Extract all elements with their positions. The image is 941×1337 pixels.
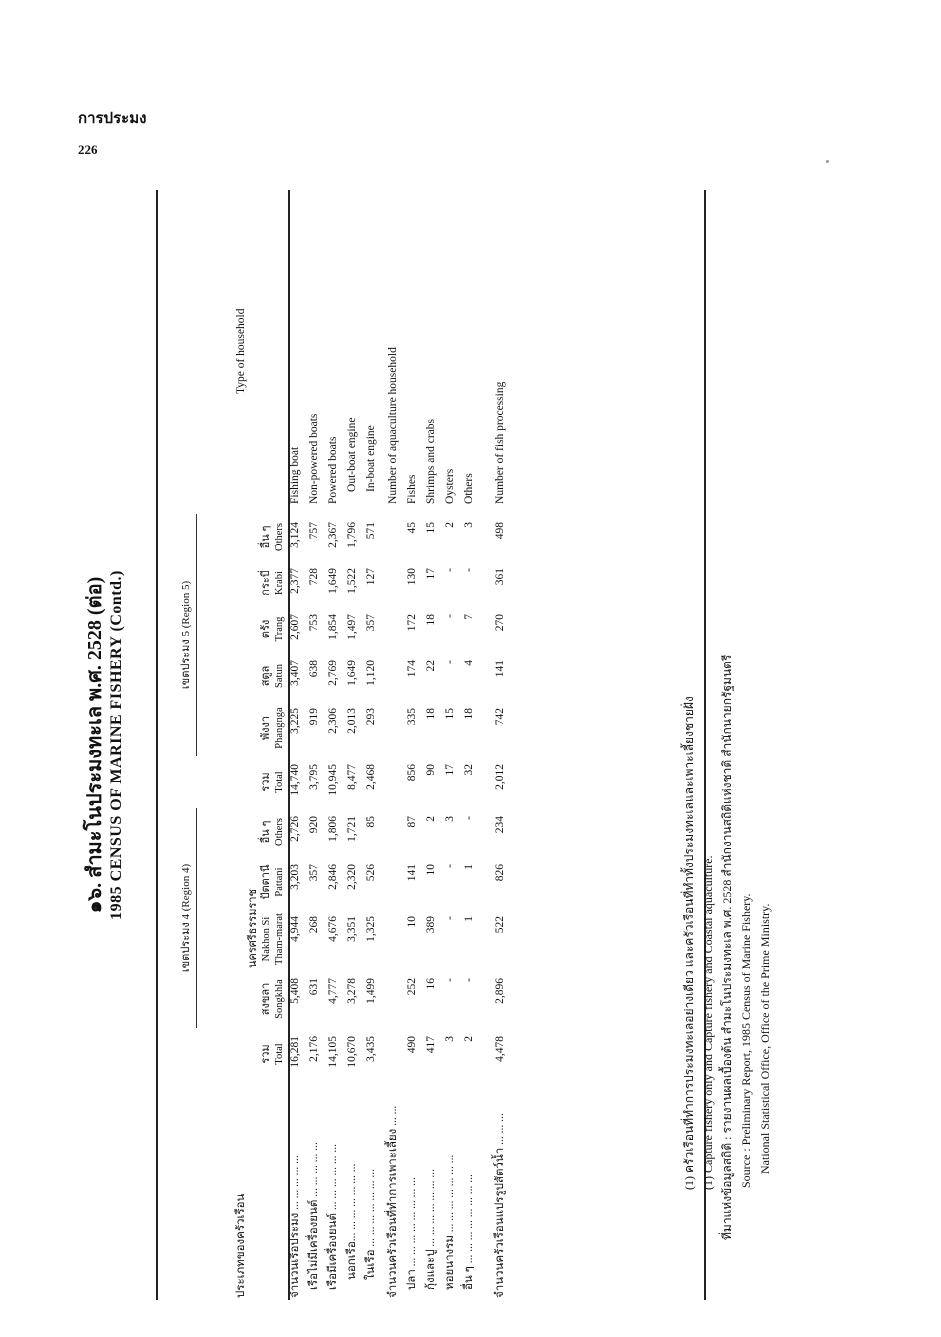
column-header-thai: นครศรีธรรมราช: [247, 888, 259, 968]
column-header-english: Others: [274, 818, 285, 846]
table-row: [381, 190, 403, 1300]
table-cell: 4: [463, 659, 475, 666]
column-header-english: Pattani: [274, 867, 285, 897]
table-cell: -: [444, 613, 456, 618]
table-cell: 130: [406, 567, 418, 586]
row-label-thai: อื่น ๆ ... ... ... ... ... ... ... ...: [463, 1174, 475, 1290]
column-header-thai: ตรัง: [260, 619, 272, 639]
column-header-english: Phangnga: [274, 707, 285, 749]
column-header: [196, 756, 286, 808]
table-cell: [381, 756, 403, 808]
table-cell: 2,769: [327, 659, 339, 686]
table-cell: 174: [406, 659, 418, 678]
table-cell: 757: [308, 521, 320, 540]
table-cell: 3,435: [365, 1036, 377, 1062]
table-cell: 141: [406, 864, 418, 882]
table-cell: [381, 856, 403, 908]
table-cell: -: [444, 864, 456, 868]
table-cell: 10: [425, 864, 437, 876]
table-cell: 1,120: [365, 659, 377, 686]
table-cell: 856: [406, 763, 418, 782]
table-cell: 270: [494, 613, 506, 632]
table-cell: 2,726: [289, 815, 301, 842]
table-cell: 3,225: [289, 707, 301, 734]
table-cell: 3,124: [289, 521, 301, 548]
column-header-thai: พังงา: [260, 715, 272, 741]
region5-header: เขตประมง 5 (Region 5): [156, 514, 196, 756]
source-thai: ที่มาแห่งข้อมูลสถิติ : รายงานผลเบื้องต้น สำมะโนประมงทะเล พ.ศ. 2528 สำนักงานสถิติแห่งชาติ สำนักนายกรัฐมนตรี: [720, 654, 734, 1240]
table-cell: 3,351: [346, 916, 358, 942]
table-row: [460, 190, 479, 1300]
table-row: [403, 190, 422, 1300]
table-title-thai: ๑๖. สำมะโนประมงทะเล พ.ศ. 2528 (ต่อ): [84, 576, 106, 914]
table-cell: -: [463, 815, 475, 820]
table-cell: 293: [365, 707, 377, 726]
table-cell: 571: [365, 521, 377, 540]
table-cell: 1,796: [346, 521, 358, 548]
table-cell: 2: [463, 1036, 475, 1042]
table-cell: [381, 700, 403, 756]
footnote-thai: (1) ครัวเรือนที่ทำการประมงทะเลอย่างเดียว และครัวเรือนที่ทำทั้งประมงทะเลและเพาะเลี้ยงชายฝั่ง: [682, 696, 696, 1190]
row-label-english: Non-powered boats: [308, 413, 320, 504]
table-cell: 3,795: [308, 763, 320, 790]
table-cell: 1,806: [327, 815, 339, 842]
column-header-thai: ปัตตานี: [260, 864, 272, 900]
row-label-thai: นอกเรือ... ... ... ... ... ... ...: [346, 1163, 358, 1280]
table-cell: 1: [463, 916, 475, 922]
row-label-english: Shrimps and crabs: [425, 419, 437, 504]
header-rule: [288, 190, 290, 1300]
header-type-th: ประเภทของครัวเรือน: [234, 1193, 247, 1298]
table-cell: 1,649: [327, 567, 339, 594]
table-cell: 1: [463, 864, 475, 870]
footnote-english: (1) Capture fishery only and Capture fishery and Coastal aquaculture.: [701, 855, 715, 1190]
row-label-english: Powered boats: [327, 436, 339, 504]
row-label-thai: ปลา ... ... ... ... ... ... ... ...: [406, 1177, 418, 1290]
table-cell: 2,012: [494, 763, 506, 790]
table-cell: 90: [425, 763, 437, 776]
table-cell: 2,176: [308, 1036, 320, 1062]
table-cell: 172: [406, 613, 418, 632]
row-label-english: Out-boat engine: [346, 417, 358, 492]
table-cell: 10,945: [327, 763, 339, 796]
table-cell: 17: [425, 567, 437, 580]
column-header-english: Satun: [274, 664, 285, 688]
table-cell: 728: [308, 567, 320, 586]
table-cell: 16,281: [289, 1036, 301, 1068]
page-number: 226: [78, 142, 98, 157]
table-cell: 16: [425, 978, 437, 990]
table-cell: 3: [463, 521, 475, 528]
column-header-english: Nakhon Si Tham-marat: [261, 913, 285, 965]
table-cell: 2,320: [346, 864, 358, 890]
table-cell: 127: [365, 567, 377, 586]
table-cell: 15: [425, 521, 437, 534]
column-header: [196, 856, 286, 908]
row-label-english: Fishing boat: [289, 446, 301, 504]
running-title: การประมง: [78, 111, 147, 127]
table-row: [441, 190, 460, 1300]
table-cell: 2,896: [494, 978, 506, 1004]
row-label-thai: จำนวนครัวเรือนแปรรูปสัตว์น้ำ ... ... ...: [494, 1113, 506, 1298]
table-cell: 1,497: [346, 613, 358, 640]
table-cell: 22: [425, 659, 437, 672]
speck-mark: [826, 160, 829, 163]
table-cell: 234: [494, 815, 506, 834]
table-cell: 2,367: [327, 521, 339, 548]
table-cell: 357: [308, 864, 320, 882]
column-header: [196, 808, 286, 856]
table-cell: [381, 908, 403, 970]
table-row: [422, 190, 441, 1300]
table-cell: 1,721: [346, 815, 358, 842]
table-cell: 638: [308, 659, 320, 678]
table-cell: 10: [406, 916, 418, 928]
table-cell: 361: [494, 567, 506, 586]
table-cell: 357: [365, 613, 377, 632]
table-cell: 15: [444, 707, 456, 720]
table-cell: 7: [463, 613, 475, 620]
table-cell: [381, 514, 403, 560]
table-cell: 2: [425, 815, 437, 822]
spacer: [156, 1028, 196, 1080]
table-cell: 498: [494, 521, 506, 540]
column-header-thai: สตูล: [260, 665, 272, 687]
table-cell: -: [444, 567, 456, 572]
table-cell: 389: [425, 916, 437, 934]
table-cell: 335: [406, 707, 418, 726]
row-label-english: Number of fish processing: [494, 381, 506, 504]
table-row: [324, 190, 343, 1300]
table-cell: 631: [308, 978, 320, 996]
row-label-english: Fishes: [406, 474, 418, 504]
table-cell: [381, 606, 403, 652]
table-cell: 2,468: [365, 763, 377, 790]
table-cell: [381, 560, 403, 606]
table-row: [362, 190, 381, 1300]
table-cell: 3: [444, 1036, 456, 1042]
row-label-thai: จำนวนครัวเรือนที่ทำการเพาะเลี้ยง ... ...: [387, 1105, 399, 1298]
table-cell: 8,477: [346, 763, 358, 790]
column-header: [196, 700, 286, 756]
table-cell: 417: [425, 1036, 437, 1054]
row-label-thai: หอยนางรม ... ... ... ... ... ... ...: [444, 1154, 456, 1290]
table-cell: 4,676: [327, 916, 339, 942]
column-header-thai: รวม: [260, 772, 272, 792]
column-header-english: Others: [274, 522, 285, 551]
table-cell: [381, 652, 403, 700]
column-header-english: Songkhla: [274, 979, 285, 1019]
table-cell: -: [463, 978, 475, 982]
region4-header: เขตประมง 4 (Region 4): [156, 808, 196, 1028]
table-cell: 3,203: [289, 864, 301, 890]
rotated-table-sheet: [70, 190, 870, 1300]
table-cell: -: [444, 916, 456, 920]
table-row: [305, 190, 324, 1300]
table-cell: 2,846: [327, 864, 339, 890]
row-label-english: In-boat engine: [365, 425, 377, 492]
column-header-thai: กระบี่: [260, 570, 272, 596]
row-label-thai: กุ้งและปู ... ... ... ... ... ... ...: [425, 1168, 437, 1290]
row-label-thai: เรือมีเครื่องยนต์ ... ... ... ... ... ...: [327, 1144, 339, 1290]
column-header-english: Krabi: [274, 571, 285, 595]
table-cell: 4,944: [289, 916, 301, 942]
table-cell: 45: [406, 521, 418, 534]
table-cell: 85: [365, 815, 377, 828]
table-cell: 14,105: [327, 1036, 339, 1068]
table-cell: 2,013: [346, 707, 358, 734]
row-label-thai: เรือไม่มีเครื่องยนต์ ... ... ... ... ...: [308, 1142, 320, 1290]
column-header-thai: อื่น ๆ: [260, 525, 272, 549]
column-header: [196, 606, 286, 652]
table-cell: [381, 970, 403, 1028]
table-cell: 522: [494, 916, 506, 934]
column-header-english: Total: [274, 1043, 285, 1065]
table-cell: 3,278: [346, 978, 358, 1004]
row-label-english: Others: [463, 473, 475, 504]
table-cell: 3,407: [289, 659, 301, 686]
table-row: [479, 190, 510, 1300]
source-english-1: Source : Preliminary Report, 1985 Census of Marine Fishery.: [739, 893, 753, 1188]
column-header-thai: รวม: [260, 1044, 272, 1064]
row-label-thai: ในเรือ ... ... ... ... ... ... ...: [365, 1169, 377, 1280]
table-cell: 4,478: [494, 1036, 506, 1062]
table-cell: 4,777: [327, 978, 339, 1004]
table-cell: 18: [463, 707, 475, 720]
table-cell: 5,408: [289, 978, 301, 1004]
header-type-en: Type of household: [234, 308, 247, 394]
column-header: [196, 514, 286, 560]
table-cell: 2,306: [327, 707, 339, 734]
table-cell: 18: [425, 613, 437, 626]
table-cell: 1,649: [346, 659, 358, 686]
top-rule: [156, 190, 158, 1300]
column-header: [196, 1028, 286, 1080]
table-cell: 87: [406, 815, 418, 828]
spacer: [156, 756, 196, 808]
table-row: [343, 190, 362, 1300]
table-cell: 753: [308, 613, 320, 632]
column-header-thai: อื่น ๆ: [260, 820, 272, 844]
table-cell: 919: [308, 707, 320, 726]
column-header: [196, 888, 286, 970]
census-table: [156, 190, 510, 1300]
table-title-english: 1985 CENSUS OF MARINE FISHERY (Contd.): [108, 570, 125, 920]
table-cell: 18: [425, 707, 437, 720]
table-cell: [381, 808, 403, 856]
source-english-2: National Statistical Office, Office of the Prime Ministry.: [758, 903, 772, 1174]
table-cell: 1,325: [365, 916, 377, 942]
table-cell: 1,522: [346, 567, 358, 594]
table-notes: [680, 200, 775, 1240]
column-header-english: Total: [274, 771, 285, 793]
table-cell: 14,740: [289, 763, 301, 796]
table-cell: 252: [406, 978, 418, 996]
column-header: [196, 560, 286, 606]
table-cell: 32: [463, 763, 475, 776]
column-header-thai: สงขลา: [260, 982, 272, 1016]
table-cell: [381, 1028, 403, 1080]
table-cell: 826: [494, 864, 506, 882]
row-label-thai: จำนวนเรือประมง ... ... ... ... ...: [289, 1155, 301, 1298]
table-cell: 268: [308, 916, 320, 934]
table-cell: -: [444, 978, 456, 982]
table-cell: 2: [444, 521, 456, 528]
table-cell: 3: [444, 815, 456, 822]
table-cell: 1,854: [327, 613, 339, 640]
row-label-english: Oysters: [444, 468, 456, 504]
row-label-english: Number of aquaculture household: [387, 347, 399, 504]
table-cell: 920: [308, 815, 320, 834]
table-cell: 742: [494, 707, 506, 726]
table-cell: 2,377: [289, 567, 301, 594]
table-cell: 490: [406, 1036, 418, 1054]
table-cell: 1,499: [365, 978, 377, 1004]
table-cell: 141: [494, 659, 506, 678]
table-cell: 17: [444, 763, 456, 776]
table-cell: 526: [365, 864, 377, 882]
column-header-english: Trang: [274, 616, 285, 642]
table-cell: -: [463, 567, 475, 572]
table-cell: 10,670: [346, 1036, 358, 1068]
table-cell: 2,607: [289, 613, 301, 640]
column-header: [196, 652, 286, 700]
column-header: [196, 970, 286, 1028]
table-cell: -: [444, 659, 456, 664]
